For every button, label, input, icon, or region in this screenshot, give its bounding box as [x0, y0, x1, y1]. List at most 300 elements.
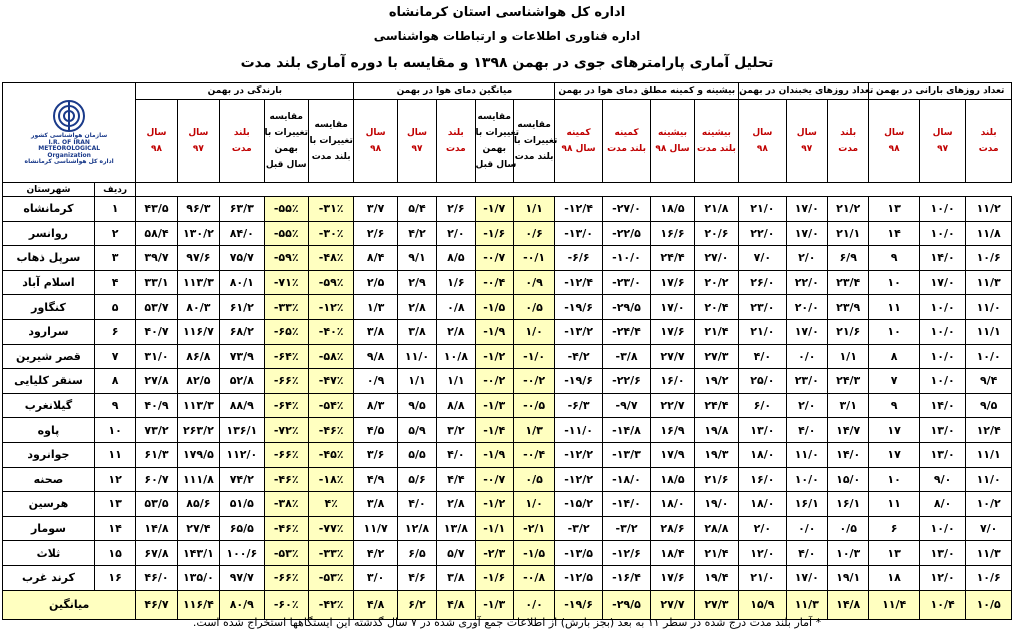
mean-temp-cell: ۰/۹: [513, 270, 554, 295]
mean-temp-cell: ۳/۶: [354, 442, 397, 467]
logo-text-en-1: I.R. OF IRAN: [48, 138, 90, 146]
precip-cell: ۱۱۱/۸: [177, 467, 219, 492]
mean-temp-cell: ۹/۱: [397, 246, 436, 271]
precip-cell: ۸۰/۱: [220, 270, 264, 295]
rain-days-cell: ۱۰/۰: [919, 295, 965, 320]
extreme-temp-cell: -۹/۷: [602, 393, 650, 418]
precip-cell: ۴۶/۰: [136, 565, 177, 590]
table-row: [3, 565, 1012, 590]
mean-temp-cell: ۳/۲: [437, 418, 475, 443]
rain-days-cell: ۱۳/۰: [919, 541, 965, 566]
group-rain-days: تعداد روزهای بارانی در بهمن: [869, 83, 1012, 100]
precip-cell: ۴۰/۹: [136, 393, 177, 418]
row-number: ۱۳: [94, 492, 135, 517]
rain-days-cell: ۱۰/۰: [919, 197, 965, 222]
hdr-t-cmp-prev: مقایسه تغییرات با بهمن سال قبل: [475, 100, 513, 183]
mean-temp-cell: -۱/۳: [475, 393, 513, 418]
table-row: [3, 492, 1012, 517]
station-name: سنقر کلیایی: [3, 369, 95, 394]
rain-days-cell: ۷: [869, 369, 919, 394]
frost-days-cell: ۱۴/۸: [828, 590, 869, 619]
rain-days-cell: ۹: [869, 246, 919, 271]
hdr-x-max98: بیشینه سال ۹۸: [651, 100, 694, 183]
precip-cell: ۸۴/۰: [220, 221, 264, 246]
row-number: ۹: [94, 393, 135, 418]
rain-days-cell: ۹/۵: [966, 393, 1012, 418]
mean-temp-cell: ۴/۲: [397, 221, 436, 246]
frost-days-cell: ۰/۵: [828, 516, 869, 541]
precip-cell: ۲۶۳/۲: [177, 418, 219, 443]
mean-temp-cell: -۰/۴: [513, 442, 554, 467]
station-name: سرپل ذهاب: [3, 246, 95, 271]
precip-cell: -۴۵٪: [308, 442, 353, 467]
frost-days-cell: ۱۸/۰: [739, 442, 786, 467]
precip-cell: -۵۸٪: [308, 344, 353, 369]
rain-days-cell: ۱۱/۸: [966, 221, 1012, 246]
extreme-temp-cell: ۱۶/۰: [651, 369, 694, 394]
meteorological-organization-logo-icon: [49, 99, 89, 133]
rain-days-cell: ۹/۰: [919, 467, 965, 492]
frost-days-cell: ۱۵/۰: [828, 467, 869, 492]
extreme-temp-cell: ۲۲/۷: [651, 393, 694, 418]
frost-days-cell: ۲۴/۳: [828, 369, 869, 394]
precip-cell: ۱۳۰/۲: [177, 221, 219, 246]
precip-cell: -۱۸٪: [308, 467, 353, 492]
precip-cell: ۸۲/۵: [177, 369, 219, 394]
mean-temp-cell: -۱/۳: [475, 590, 513, 619]
extreme-temp-cell: -۱۹/۶: [555, 590, 602, 619]
frost-days-cell: ۱۷/۰: [786, 319, 827, 344]
row-number: ۷: [94, 344, 135, 369]
frost-days-cell: ۲/۰: [786, 393, 827, 418]
mean-temp-cell: -۰/۷: [475, 467, 513, 492]
rain-days-cell: ۱۰: [869, 319, 919, 344]
logo-text-fa-2: اداره کل هواشناسی کرمانشاه: [24, 158, 114, 166]
precip-cell: -۷۲٪: [264, 418, 308, 443]
precip-cell: ۵۲/۸: [220, 369, 264, 394]
station-name: سومار: [3, 516, 95, 541]
mean-temp-cell: ۱/۱: [437, 369, 475, 394]
rain-days-cell: ۸/۰: [919, 492, 965, 517]
hdr-row: ردیف: [94, 183, 135, 197]
extreme-temp-cell: -۱۱/۰: [555, 418, 602, 443]
mean-temp-cell: ۳/۸: [354, 492, 397, 517]
mean-temp-cell: -۲/۱: [513, 516, 554, 541]
precip-cell: -۴۶٪: [264, 467, 308, 492]
hdr-r-98: سال ۹۸: [869, 100, 919, 183]
extreme-temp-cell: ۲۱/۸: [694, 197, 738, 222]
table-row: [3, 442, 1012, 467]
mean-temp-cell: ۸/۴: [354, 246, 397, 271]
extreme-temp-cell: -۲۹/۵: [602, 590, 650, 619]
mean-temp-cell: ۴/۸: [437, 590, 475, 619]
hdr-station: شهرستان: [3, 183, 95, 197]
row-number: ۳: [94, 246, 135, 271]
rain-days-cell: ۱۱/۳: [966, 270, 1012, 295]
mean-temp-cell: ۲/۹: [397, 270, 436, 295]
precip-cell: ۱۴۳/۱: [177, 541, 219, 566]
precip-cell: ۷۵/۷: [220, 246, 264, 271]
hdr-r-97: سال ۹۷: [919, 100, 965, 183]
precip-cell: -۴۲٪: [308, 590, 353, 619]
extreme-temp-cell: -۶/۶: [555, 246, 602, 271]
group-extreme-temp: بیشینه و کمینه مطلق دمای هوا در بهمن: [555, 83, 739, 100]
extreme-temp-cell: ۲۴/۴: [694, 393, 738, 418]
precip-cell: ۶۱/۳: [136, 442, 177, 467]
mean-temp-cell: ۸/۸: [437, 393, 475, 418]
extreme-temp-cell: -۶/۳: [555, 393, 602, 418]
precip-cell: ۲۷/۸: [136, 369, 177, 394]
mean-temp-cell: -۰/۵: [513, 393, 554, 418]
extreme-temp-cell: -۱۳/۰: [555, 221, 602, 246]
title-line-1: اداره کل هواشناسی استان کرمانشاه: [388, 5, 626, 20]
precip-cell: -۷۱٪: [264, 270, 308, 295]
precip-cell: -۴۸٪: [308, 246, 353, 271]
mean-temp-cell: ۱۱/۰: [397, 344, 436, 369]
extreme-temp-cell: -۱۳/۲: [555, 319, 602, 344]
mean-temp-cell: ۴/۶: [397, 565, 436, 590]
table-row: [3, 295, 1012, 320]
extreme-temp-cell: ۲۷/۳: [694, 590, 738, 619]
precip-cell: ۹۷/۷: [220, 565, 264, 590]
group-frost-days: تعداد روزهای یخبندان در بهمن: [739, 83, 869, 100]
station-name: کرند غرب: [3, 565, 95, 590]
mean-temp-cell: ۲/۶: [354, 221, 397, 246]
precip-cell: ۵۳/۵: [136, 492, 177, 517]
mean-temp-cell: ۳/۷: [354, 197, 397, 222]
extreme-temp-cell: ۱۷/۶: [651, 319, 694, 344]
precip-cell: ۱۱۲/۰: [220, 442, 264, 467]
precip-cell: -۶۴٪: [264, 344, 308, 369]
mean-temp-cell: -۱/۶: [475, 221, 513, 246]
precip-cell: ۸۶/۸: [177, 344, 219, 369]
rain-days-cell: ۱۰/۰: [919, 516, 965, 541]
hdr-x-min98: کمینه سال ۹۸: [555, 100, 602, 183]
frost-days-cell: ۲۲/۰: [739, 221, 786, 246]
rain-days-cell: ۶: [869, 516, 919, 541]
extreme-temp-cell: ۱۹/۸: [694, 418, 738, 443]
extreme-temp-cell: -۱۲/۲: [555, 442, 602, 467]
mean-temp-cell: ۱۱/۷: [354, 516, 397, 541]
rain-days-cell: ۱۴/۰: [919, 393, 965, 418]
station-name: روانسر: [3, 221, 95, 246]
mean-temp-cell: -۱/۴: [475, 418, 513, 443]
precip-cell: -۴۰٪: [308, 319, 353, 344]
frost-days-cell: ۱۶/۰: [739, 467, 786, 492]
frost-days-cell: ۰/۰: [786, 516, 827, 541]
extreme-temp-cell: ۱۷/۹: [651, 442, 694, 467]
precip-cell: ۱۴/۸: [136, 516, 177, 541]
hdr-p-97: سال ۹۷: [177, 100, 219, 183]
mean-temp-cell: ۳/۸: [437, 565, 475, 590]
rain-days-cell: ۱۲/۰: [919, 565, 965, 590]
mean-temp-cell: ۵/۴: [397, 197, 436, 222]
mean-temp-cell: -۰/۲: [513, 369, 554, 394]
precip-cell: ۱۱۶/۴: [177, 590, 219, 619]
hdr-p-98: سال ۹۸: [136, 100, 177, 183]
extreme-temp-cell: ۲۰/۴: [694, 295, 738, 320]
mean-temp-cell: ۱/۰: [513, 319, 554, 344]
mean-temp-cell: ۱۳/۸: [437, 516, 475, 541]
station-name: گیلانغرب: [3, 393, 95, 418]
mean-temp-cell: ۵/۵: [397, 442, 436, 467]
mean-temp-cell: ۱/۳: [513, 418, 554, 443]
frost-days-cell: ۲۱/۱: [828, 221, 869, 246]
mean-temp-cell: -۱/۲: [475, 344, 513, 369]
precip-cell: ۵۸/۴: [136, 221, 177, 246]
precip-cell: -۵۵٪: [264, 221, 308, 246]
row-number: ۱۶: [94, 565, 135, 590]
mean-temp-cell: ۲/۰: [437, 221, 475, 246]
precip-cell: -۱۲٪: [308, 295, 353, 320]
mean-temp-cell: ۳/۸: [354, 319, 397, 344]
station-name: سرارود: [3, 319, 95, 344]
frost-days-cell: ۲۰/۰: [786, 295, 827, 320]
extreme-temp-cell: ۱۸/۴: [651, 541, 694, 566]
extreme-temp-cell: ۱۸/۵: [651, 467, 694, 492]
rain-days-cell: ۱۱: [869, 295, 919, 320]
precip-cell: ۱۱۳/۳: [177, 270, 219, 295]
frost-days-cell: ۲۳/۹: [828, 295, 869, 320]
mean-temp-cell: ۱/۰: [513, 492, 554, 517]
frost-days-cell: ۴/۰: [786, 541, 827, 566]
mean-temp-cell: ۲/۸: [437, 492, 475, 517]
rain-days-cell: ۱۰/۵: [966, 590, 1012, 619]
frost-days-cell: ۶/۰: [739, 393, 786, 418]
frost-days-cell: ۲۱/۰: [739, 197, 786, 222]
station-name: هرسین: [3, 492, 95, 517]
station-name: کرمانشاه: [3, 197, 95, 222]
average-row: [3, 590, 1012, 619]
rain-days-cell: ۱۱/۰: [966, 295, 1012, 320]
table-row: [3, 270, 1012, 295]
precip-cell: ۱۳۵/۰: [177, 565, 219, 590]
hdr-t-98: سال ۹۸: [354, 100, 397, 183]
extreme-temp-cell: -۱۹/۶: [555, 369, 602, 394]
precip-cell: ۸۰/۳: [177, 295, 219, 320]
mean-temp-cell: -۲/۳: [475, 541, 513, 566]
average-label: میانگین: [3, 590, 136, 619]
mean-temp-cell: ۵/۷: [437, 541, 475, 566]
climate-stats-table: [2, 82, 1012, 620]
rain-days-cell: ۷/۰: [966, 516, 1012, 541]
mean-temp-cell: ۴/۵: [354, 418, 397, 443]
precip-cell: ۱۷۹/۵: [177, 442, 219, 467]
hdr-p-lt: بلند مدت: [220, 100, 264, 183]
logo-cell: [3, 83, 136, 183]
mean-temp-cell: -۱/۰: [513, 344, 554, 369]
precip-cell: ۶۰/۷: [136, 467, 177, 492]
rain-days-cell: ۱۰/۰: [966, 344, 1012, 369]
frost-days-cell: ۴/۰: [739, 344, 786, 369]
frost-days-cell: ۳/۱: [828, 393, 869, 418]
row-number: ۱۰: [94, 418, 135, 443]
extreme-temp-cell: ۱۷/۰: [651, 295, 694, 320]
mean-temp-cell: ۹/۸: [354, 344, 397, 369]
table-row: [3, 221, 1012, 246]
mean-temp-cell: ۹/۵: [397, 393, 436, 418]
extreme-temp-cell: ۲۴/۴: [651, 246, 694, 271]
mean-temp-cell: ۰/۹: [354, 369, 397, 394]
rain-days-cell: ۱۷/۰: [919, 270, 965, 295]
frost-days-cell: ۲/۰: [786, 246, 827, 271]
hdr-t-97: سال ۹۷: [397, 100, 436, 183]
precip-cell: -۵۳٪: [264, 541, 308, 566]
extreme-temp-cell: -۲۲/۶: [602, 369, 650, 394]
extreme-temp-cell: ۲۷/۷: [651, 590, 694, 619]
frost-days-cell: ۱۳/۰: [739, 418, 786, 443]
frost-days-cell: ۱۲/۰: [739, 541, 786, 566]
precip-cell: -۴۷٪: [308, 369, 353, 394]
rain-days-cell: ۱۲/۴: [966, 418, 1012, 443]
extreme-temp-cell: ۲۱/۴: [694, 319, 738, 344]
rain-days-cell: ۱۰/۴: [919, 590, 965, 619]
rain-days-cell: ۱۱/۳: [966, 541, 1012, 566]
rain-days-cell: ۱۰/۲: [966, 492, 1012, 517]
precip-cell: -۴۶٪: [308, 418, 353, 443]
precip-cell: ۸۵/۶: [177, 492, 219, 517]
rain-days-cell: ۱۴: [869, 221, 919, 246]
precip-cell: -۶۶٪: [264, 565, 308, 590]
rain-days-cell: ۱۱/۴: [869, 590, 919, 619]
rain-days-cell: ۱۴/۰: [919, 246, 965, 271]
extreme-temp-cell: -۱۲/۴: [555, 270, 602, 295]
frost-days-cell: ۱۵/۹: [739, 590, 786, 619]
extreme-temp-cell: ۲۷/۳: [694, 344, 738, 369]
extreme-temp-cell: ۲۷/۰: [694, 246, 738, 271]
extreme-temp-cell: -۳/۲: [555, 516, 602, 541]
frost-days-cell: ۰/۰: [786, 344, 827, 369]
mean-temp-cell: ۶/۲: [397, 590, 436, 619]
station-name: اسلام آباد: [3, 270, 95, 295]
frost-days-cell: ۱۷/۰: [786, 221, 827, 246]
extreme-temp-cell: ۲۸/۶: [651, 516, 694, 541]
mean-temp-cell: ۱۲/۸: [397, 516, 436, 541]
rain-days-cell: ۱۰/۰: [919, 319, 965, 344]
table-body: [3, 197, 1012, 620]
precip-cell: ۳۹/۷: [136, 246, 177, 271]
rain-days-cell: ۱۳: [869, 197, 919, 222]
rain-days-cell: ۹/۴: [966, 369, 1012, 394]
extreme-temp-cell: -۲۹/۵: [602, 295, 650, 320]
rain-days-cell: ۱۳/۰: [919, 442, 965, 467]
group-mean-temp: میانگین دمای هوا در بهمن: [354, 83, 555, 100]
hdr-f-97: سال ۹۷: [786, 100, 827, 183]
precip-cell: ۶۷/۸: [136, 541, 177, 566]
rain-days-cell: ۱۰: [869, 270, 919, 295]
rain-days-cell: ۱۱: [869, 492, 919, 517]
extreme-temp-cell: -۱۳/۵: [555, 541, 602, 566]
extreme-temp-cell: -۲۲/۵: [602, 221, 650, 246]
precip-cell: ۵۱/۵: [220, 492, 264, 517]
frost-days-cell: ۲۵/۰: [739, 369, 786, 394]
precip-cell: ۵۳/۷: [136, 295, 177, 320]
logo-text-en-2: METEOROLOGICAL: [38, 145, 101, 153]
mean-temp-cell: ۳/۰: [354, 565, 397, 590]
footnote: * آمار بلند مدت درج شده در سطر ۱۱ به بعد (بجز بارش) از اطلاعات جمع آوری شده در ۷ سال گذشته این ایستگاهها استخراج شده است.: [192, 616, 822, 629]
precip-cell: ۷۴/۲: [220, 467, 264, 492]
precip-cell: ۴٪: [308, 492, 353, 517]
table-row: [3, 319, 1012, 344]
frost-days-cell: ۲۳/۴: [828, 270, 869, 295]
precip-cell: ۴۳/۵: [136, 197, 177, 222]
station-name: ثلاث: [3, 541, 95, 566]
mean-temp-cell: ۴/۹: [354, 467, 397, 492]
precip-cell: ۶۱/۲: [220, 295, 264, 320]
extreme-temp-cell: -۲۷/۰: [602, 197, 650, 222]
frost-days-cell: ۷/۰: [739, 246, 786, 271]
precip-cell: -۵۹٪: [264, 246, 308, 271]
mean-temp-cell: ۰/۸: [437, 295, 475, 320]
extreme-temp-cell: ۲۱/۶: [694, 467, 738, 492]
frost-days-cell: ۲۳/۰: [739, 295, 786, 320]
mean-temp-cell: ۰/۵: [513, 295, 554, 320]
hdr-x-min: کمینه بلند مدت: [602, 100, 650, 183]
precip-cell: ۴۶/۷: [136, 590, 177, 619]
rain-days-cell: ۱۰: [869, 467, 919, 492]
extreme-temp-cell: -۱۲/۶: [602, 541, 650, 566]
precip-cell: -۷۷٪: [308, 516, 353, 541]
extreme-temp-cell: ۱۹/۴: [694, 565, 738, 590]
frost-days-cell: ۲۱/۰: [739, 319, 786, 344]
table-row: [3, 516, 1012, 541]
table-row: [3, 344, 1012, 369]
precip-cell: -۴۶٪: [264, 516, 308, 541]
precip-cell: -۶۶٪: [264, 442, 308, 467]
rain-days-cell: ۱۰/۰: [919, 369, 965, 394]
logo-text-fa: سازمان هواشناسی کشور: [31, 132, 108, 140]
mean-temp-cell: -۰/۴: [475, 270, 513, 295]
precip-cell: ۸۰/۹: [220, 590, 264, 619]
frost-days-cell: ۱/۱: [828, 344, 869, 369]
frost-days-cell: ۱۷/۰: [786, 197, 827, 222]
frost-days-cell: ۲۲/۰: [786, 270, 827, 295]
mean-temp-cell: ۰/۵: [513, 467, 554, 492]
table-row: [3, 467, 1012, 492]
frost-days-cell: ۱۴/۷: [828, 418, 869, 443]
table-row: [3, 541, 1012, 566]
extreme-temp-cell: -۲۳/۰: [602, 270, 650, 295]
mean-temp-cell: ۱۰/۸: [437, 344, 475, 369]
rain-days-cell: ۱۰/۰: [919, 344, 965, 369]
precip-cell: ۶۸/۲: [220, 319, 264, 344]
precip-cell: -۵۵٪: [264, 197, 308, 222]
extreme-temp-cell: ۲۷/۷: [651, 344, 694, 369]
hdr-p-cmp-prev: مقایسه تغییرات با بهمن سال قبل: [264, 100, 308, 183]
precip-cell: ۶۳/۳: [220, 197, 264, 222]
extreme-temp-cell: -۳/۲: [602, 516, 650, 541]
mean-temp-cell: -۱/۱: [475, 516, 513, 541]
extreme-temp-cell: ۱۷/۶: [651, 270, 694, 295]
extreme-temp-cell: ۱۹/۲: [694, 369, 738, 394]
row-number: ۱۲: [94, 467, 135, 492]
row-number: ۶: [94, 319, 135, 344]
mean-temp-cell: -۱/۹: [475, 442, 513, 467]
rain-days-cell: ۱۱/۲: [966, 197, 1012, 222]
group-precip: بارندگی در بهمن: [136, 83, 354, 100]
precip-cell: -۳۳٪: [308, 541, 353, 566]
hdr-f-lt: بلند مدت: [828, 100, 869, 183]
mean-temp-cell: ۸/۳: [354, 393, 397, 418]
extreme-temp-cell: ۱۸/۵: [651, 197, 694, 222]
precip-cell: -۶۰٪: [264, 590, 308, 619]
precip-cell: ۸۸/۹: [220, 393, 264, 418]
frost-days-cell: ۲۱/۶: [828, 319, 869, 344]
precip-cell: -۳۳٪: [264, 295, 308, 320]
mean-temp-cell: ۱/۱: [397, 369, 436, 394]
precip-cell: ۳۳/۱: [136, 270, 177, 295]
table-row: [3, 369, 1012, 394]
